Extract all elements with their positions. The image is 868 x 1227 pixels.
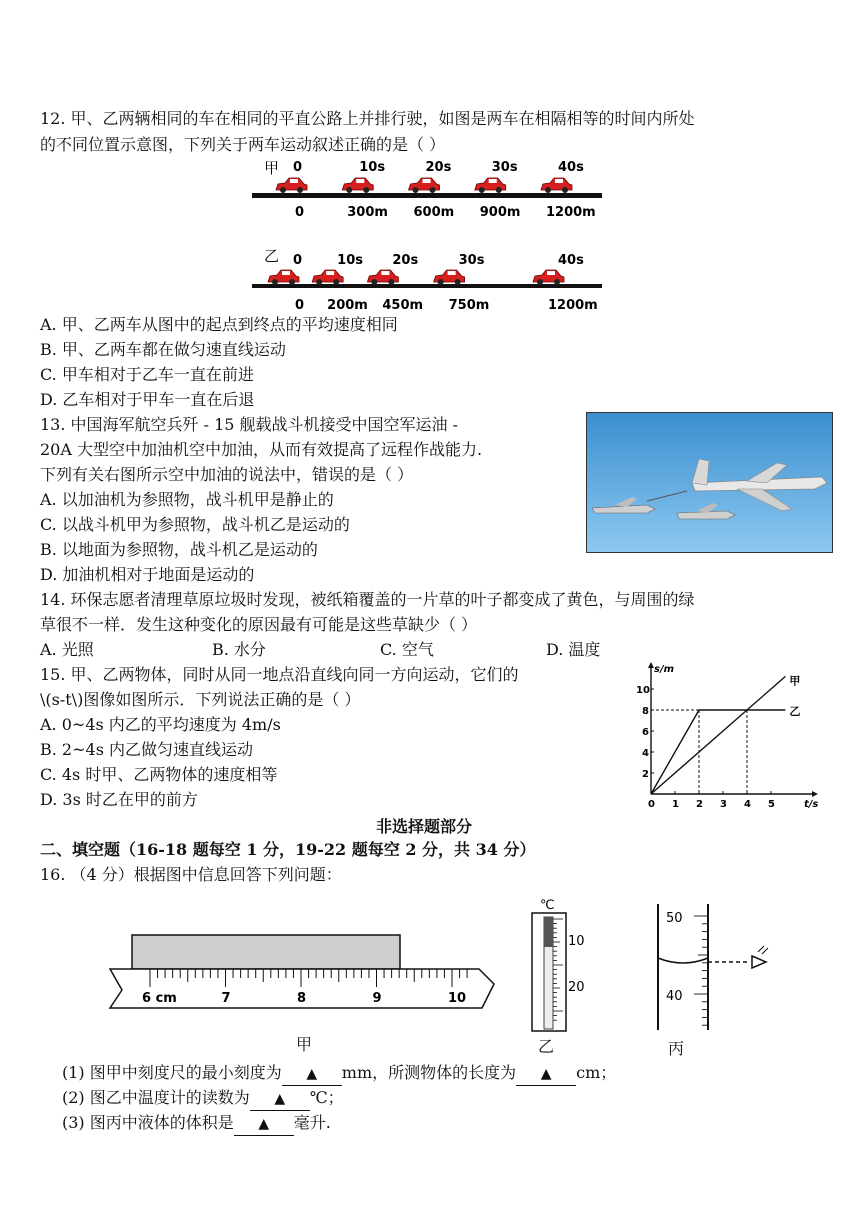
yi-time-1: 10s [337, 253, 364, 268]
x-axis-label: t/s [804, 799, 819, 810]
jia-time-4: 40s [558, 160, 584, 175]
jia-time-3: 30s [491, 160, 518, 175]
cyl-tick-40: 40 [666, 989, 683, 1004]
q15-option-a: A. 0~4s 内乙的平均速度为 4m/s [40, 715, 281, 734]
x-tick-4: 4 [744, 799, 751, 810]
jia-car-2 [409, 178, 440, 193]
jia-road [252, 193, 602, 198]
fig-label-yi: 乙 [538, 1037, 555, 1056]
s-t-graph [620, 660, 835, 810]
yi-road [252, 284, 602, 288]
q12-option-b: B. 甲、乙两车都在做匀速直线运动 [40, 340, 286, 359]
graduated-cylinder-figure [650, 902, 775, 1032]
jia-car-1 [342, 178, 373, 193]
y-axis-label: s/m [654, 664, 675, 675]
q16-sub1-text-b: mm，所测物体的长度为 [341, 1063, 517, 1082]
x-tick-5: 5 [768, 799, 775, 810]
q12-option-d: D. 乙车相对于甲车一直在后退 [40, 390, 255, 409]
jia-time-0: 0 [293, 160, 303, 175]
meniscus [658, 958, 708, 963]
jia-pos-4: 1200m [546, 205, 596, 220]
measured-object [132, 935, 400, 969]
y-tick-10: 10 [636, 685, 650, 696]
yi-pos-1: 200m [327, 298, 368, 313]
q14-line1: 14. 环保志愿者清理草原垃圾时发现，被纸箱覆盖的一片草的叶子都变成了黄色，与周围的绿 [40, 590, 695, 609]
q13-option-d: D. 加油机相对于地面是运动的 [40, 565, 255, 584]
series-line-0 [651, 676, 785, 794]
q13-option-b: B. 以地面为参照物，战斗机乙是运动的 [40, 540, 318, 559]
q16-sub3 [62, 1112, 331, 1136]
thermometer-figure [520, 895, 595, 1035]
x-tick-2: 2 [696, 799, 703, 810]
aerial-refueling-photo [586, 412, 833, 553]
x-axis-arrow [812, 791, 818, 797]
jia-pos-0: 0 [295, 205, 305, 220]
q16-sub2 [62, 1087, 344, 1111]
thermo-tick-20: 20 [568, 980, 585, 995]
jia-car-3 [475, 178, 506, 193]
jia-pos-2: 600m [413, 205, 455, 220]
jia-pos-3: 900m [479, 205, 521, 220]
q12-option-a: A. 甲、乙两车从图中的起点到终点的平均速度相同 [40, 315, 398, 334]
y-tick-4: 4 [642, 748, 649, 759]
jia-time-2: 20s [425, 160, 452, 175]
q16-sub2-text-b: ℃； [309, 1088, 344, 1107]
jia-car-0 [276, 178, 307, 193]
ruler-label-1: 7 [221, 991, 231, 1006]
answer-blank-1[interactable]: ▲ [282, 1063, 342, 1086]
q16-sub1-text-a: (1) 图甲中刻度尺的最小刻度为 [62, 1063, 282, 1082]
q15-option-c: C. 4s 时甲、乙两物体的速度相等 [40, 765, 278, 784]
jia-label: 甲 [264, 159, 280, 177]
yi-label: 乙 [264, 247, 280, 265]
ruler-label-3: 9 [372, 991, 382, 1006]
non-choice-heading: 非选择题部分 [376, 817, 473, 836]
jia-pos-1: 300m [347, 205, 388, 220]
q16-sub2-text-a: (2) 图乙中温度计的读数为 [62, 1088, 250, 1107]
yi-pos-2: 450m [382, 298, 424, 313]
q12-option-c: C. 甲车相对于乙车一直在前进 [40, 365, 254, 384]
q16-line1: 16. （4 分）根据图中信息回答下列问题： [40, 865, 342, 884]
q15-line2: \(s-t\)图像如图所示．下列说法正确的是（ ） [40, 690, 361, 709]
yi-pos-4: 1200m [548, 298, 598, 313]
x-tick-3: 3 [720, 799, 727, 810]
cyl-tick-50: 50 [666, 911, 683, 926]
q13-option-a: A. 以加油机为参照物，战斗机甲是静止的 [40, 490, 334, 509]
q15-line1: 15. 甲、乙两物体，同时从同一地点沿直线向同一方向运动，它们的 [40, 665, 519, 684]
ruler-figure [104, 928, 504, 1028]
thermo-unit: ℃ [540, 898, 555, 913]
q16-sub1 [62, 1062, 616, 1086]
q14-option-d: D. 温度 [546, 640, 601, 659]
ruler-label-2: 8 [297, 991, 307, 1006]
yi-time-2: 20s [392, 253, 419, 268]
y-tick-2: 2 [642, 769, 649, 780]
q12-line2: 的不同位置示意图，下列关于两车运动叙述正确的是（ ） [40, 135, 446, 154]
thermo-liquid [544, 917, 553, 947]
q14-option-c: C. 空气 [380, 640, 434, 659]
q14-option-b: B. 水分 [212, 640, 266, 659]
ruler-label-0: 6 cm [142, 991, 177, 1006]
thermo-tick-10: 10 [568, 934, 585, 949]
q16-sub3-text-b: 毫升. [293, 1113, 331, 1132]
yi-car-2 [367, 270, 398, 285]
yi-car-0 [268, 270, 299, 285]
x-tick-0: 0 [648, 799, 655, 810]
q14-line2: 草很不一样．发生这种变化的原因最有可能是这些草缺少（ ） [40, 615, 478, 634]
yi-car-3 [434, 270, 465, 285]
eye-icon [752, 956, 766, 968]
yi-time-4: 40s [558, 253, 584, 268]
x-tick-1: 1 [672, 799, 679, 810]
q15-option-b: B. 2~4s 内乙做匀速直线运动 [40, 740, 253, 759]
yi-pos-0: 0 [295, 298, 305, 313]
q16-sub1-text-c: cm； [576, 1063, 617, 1082]
answer-blank-2[interactable]: ▲ [516, 1063, 576, 1086]
yi-car-1 [312, 270, 343, 285]
q15-option-d: D. 3s 时乙在甲的前方 [40, 790, 198, 809]
series-label-jia: 甲 [789, 674, 801, 688]
jia-car-4 [541, 178, 572, 193]
fig-label-bing: 丙 [668, 1039, 685, 1058]
answer-blank-3[interactable]: ▲ [250, 1088, 310, 1111]
answer-blank-4[interactable]: ▲ [234, 1113, 294, 1136]
q13-option-c: C. 以战斗机甲为参照物，战斗机乙是运动的 [40, 515, 350, 534]
series-line-1 [651, 710, 785, 794]
y-tick-6: 6 [642, 727, 649, 738]
q13-line1: 13. 中国海军航空兵歼 - 15 舰载战斗机接受中国空军运油 - [40, 415, 459, 434]
q16-sub3-text-a: (3) 图丙中液体的体积是 [62, 1113, 234, 1132]
q13-line2: 20A 大型空中加油机空中加油，从而有效提高了远程作战能力. [40, 440, 483, 459]
jia-time-1: 10s [359, 160, 386, 175]
q13-line3: 下列有关右图所示空中加油的说法中，错误的是（ ） [40, 465, 414, 484]
yi-time-3: 30s [458, 253, 485, 268]
yi-time-0: 0 [293, 253, 303, 268]
series-label-yi: 乙 [789, 705, 801, 718]
q14-option-a: A. 光照 [40, 640, 94, 659]
fill-in-heading: 二、填空题（16-18 题每空 1 分，19-22 题每空 2 分，共 34 分） [40, 840, 536, 859]
car-position-diagram [250, 155, 620, 315]
yi-pos-3: 750m [448, 298, 490, 313]
q12-line1: 12. 甲、乙两辆相同的车在相同的平直公路上并排行驶，如图是两车在相隔相等的时间内所处 [40, 109, 695, 128]
y-tick-8: 8 [642, 706, 649, 717]
yi-car-4 [533, 270, 564, 285]
ruler-label-4: 10 [448, 991, 467, 1006]
fig-label-jia: 甲 [296, 1035, 313, 1054]
